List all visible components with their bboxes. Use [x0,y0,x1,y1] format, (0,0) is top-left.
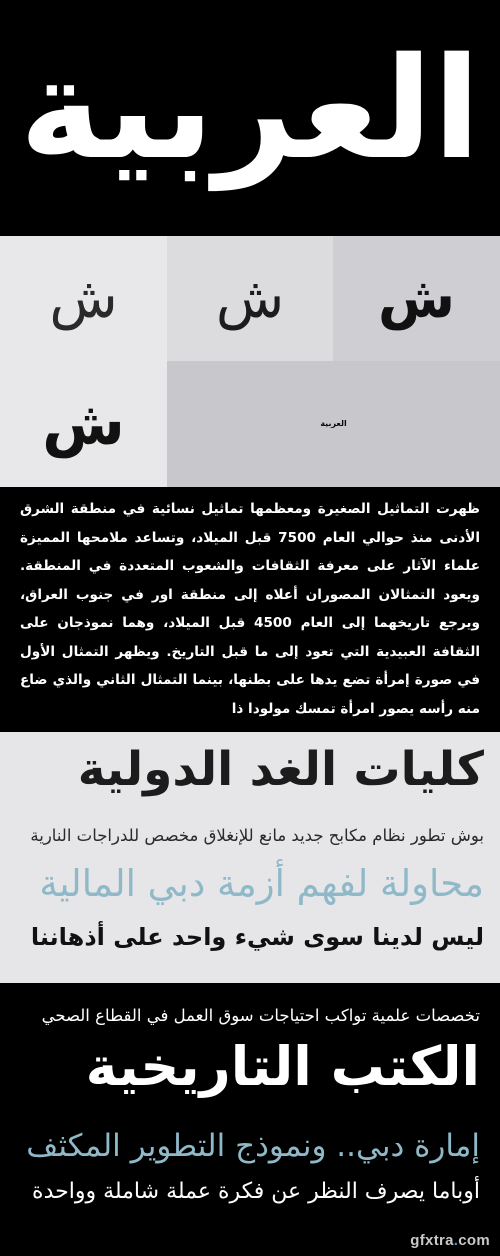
body-paragraph: ظهرت التماثيل الصغيرة ومعظمها تماثيل نسائية في منطقة الشرق الأدنى منذ حوالي العام 7500 قبل الميلاد، وتساعد ملامحها المميزة علماء الآثار على معرفة الثقافات والشعوب المتعددة في المنطقة. ويعود التمثالان المصوران أعلاه إلى منطقة اور في جنوب العراق، ويرجع تاريخهما إلى العام 4500 قبل الميلاد، وهما نموذجان على الثقافة العبيدية التي تعود إلى ما قبل التاريخ. ويظهر التمثال الأول في صورة إمرأة تضع يدها على بطنها، بينما التمثال الثاني والذي ضاع منه رأسه يصور امرأة تمسك مولودا ذا [20,501,480,717]
bottom-title: الكتب التاريخية [85,1035,480,1098]
bottom-section [0,983,500,1256]
hero-section [0,0,500,236]
watermark-prefix: gfxtra [410,1232,454,1249]
samples-title: كليات الغد الدولية [77,742,484,797]
bottom-line-3: أوباما يصرف النظر عن فكرة عملة شاملة وواحدة [32,1179,480,1204]
paragraph-section [0,487,500,732]
bottom-line-2: إمارة دبي.. ونموذج التطوير المكثف [26,1128,480,1164]
samples-line-3: ليس لدينا سوى شيء واحد على أذهاننا [30,923,484,951]
glyph-regular: ش [167,236,333,361]
glyph-bold: ش [333,236,500,361]
samples-line-1: بوش تطور نظام مكابح جديد مانع للإنغلاق مخصص للدراجات النارية [30,826,484,845]
weight-grid [0,236,500,487]
watermark [410,1232,490,1249]
word-bold: العربية [167,361,500,487]
samples-section [0,732,500,983]
watermark-suffix: com [458,1232,490,1249]
glyph-light: ش [0,236,167,361]
hero-word: العربية [19,28,481,191]
glyph-black: ش [0,361,167,487]
watermark-dot: . [453,1232,459,1249]
samples-line-2: محاولة لفهم أزمة دبي المالية [39,862,484,905]
bottom-line-1: تخصصات علمية تواكب احتياجات سوق العمل في القطاع الصحي [41,1006,480,1025]
